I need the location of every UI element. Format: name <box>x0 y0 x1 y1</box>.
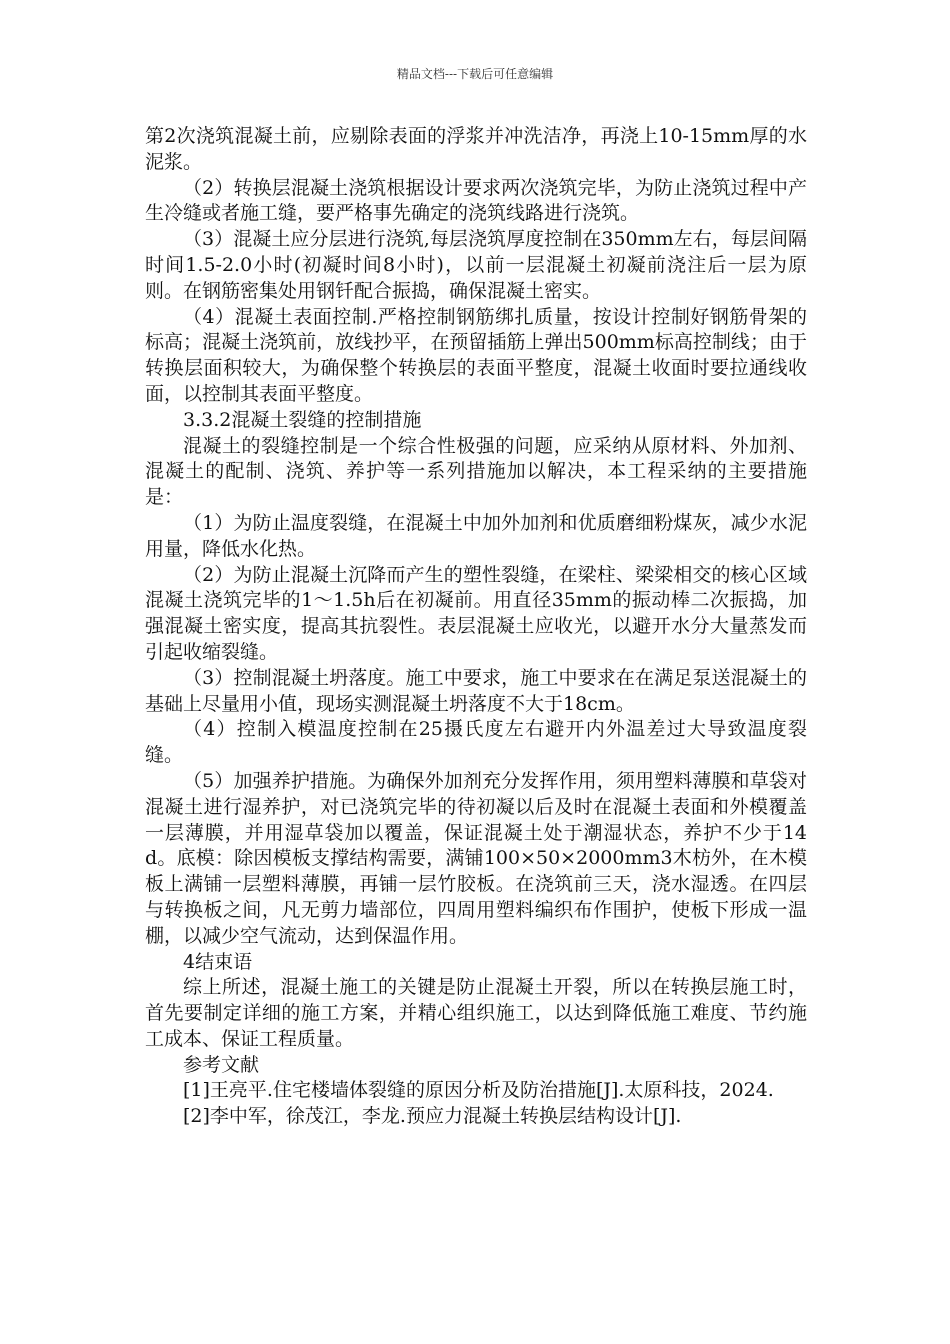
paragraph: （5）加强养护措施。为确保外加剂充分发挥作用，须用塑料薄膜和草袋对混凝土进行湿养护，对已浇筑完毕的待初凝以后及时在混凝土表面和外模覆盖一层薄膜，并用湿草袋加以覆盖，保证混凝土处于潮湿状态，养护不少于14d。底模：除因模板支撑结构需要，满铺100×50×2000mm3木枋外，在木模板上满铺一层塑料薄膜，再铺一层竹胶板。在浇筑前三天，浇水湿透。在四层与转换板之间，凡无剪力墙部位，四周用塑料编织布作围护，使板下形成一温棚，以减少空气流动，达到保温作用。 <box>145 769 807 947</box>
reference-item: [1]王亮平.住宅楼墙体裂缝的原因分析及防治措施[J].太原科技，2024. <box>183 1079 774 1102</box>
paragraph: （1）为防止温度裂缝，在混凝土中加外加剂和优质磨细粉煤灰，减少水泥用量，降低水化热。 <box>145 511 807 560</box>
paragraph: （4）控制入模温度控制在25摄氏度左右避开内外温差过大导致温度裂缝。 <box>145 718 807 767</box>
document-body <box>145 124 807 1130</box>
page-header: 精品文档---下载后可任意编辑 <box>396 67 554 81</box>
section-heading: 4结束语 <box>183 950 253 973</box>
paragraph: （3）控制混凝土坍落度。施工中要求，施工中要求在在满足泵送混凝土的基础上尽量用小值，现场实测混凝土坍落度不大于18cm。 <box>145 666 807 715</box>
paragraph: 混凝土的裂缝控制是一个综合性极强的问题，应采纳从原材料、外加剂、混凝土的配制、浇筑、养护等一系列措施加以解决，本工程采纳的主要措施是： <box>145 434 807 509</box>
paragraph: （3）混凝土应分层进行浇筑,每层浇筑厚度控制在350mm左右，每层间隔时间1.5-2.0小时(初凝时间8小时)，以前一层混凝土初凝前浇注后一层为原则。在钢筋密集处用钢钎配合振捣，确保混凝土密实。 <box>145 228 807 302</box>
paragraph: （4）混凝土表面控制.严格控制钢筋绑扎质量，按设计控制好钢筋骨架的标高；混凝土浇筑前，放线抄平，在预留插筋上弹出500mm标高控制线；由于转换层面积较大，为确保整个转换层的表面平整度，混凝土收面时要拉通线收面，以控制其表面平整度。 <box>145 305 807 405</box>
paragraph: （2）为防止混凝土沉降而产生的塑性裂缝，在梁柱、梁梁相交的核心区域混凝土浇筑完毕的1～1.5h后在初凝前。用直径35mm的振动棒二次振捣，加强混凝土密实度，提高其抗裂性。表层混凝土应收光，以避开水分大量蒸发而引起收缩裂缝。 <box>145 563 807 663</box>
reference-item: [2]李中军，徐茂江，李龙.预应力混凝土转换层结构设计[J]. <box>183 1105 682 1128</box>
section-heading: 3.3.2混凝土裂缝的控制措施 <box>183 408 422 431</box>
references-heading: 参考文献 <box>183 1053 260 1076</box>
paragraph: 综上所述，混凝土施工的关键是防止混凝土开裂，所以在转换层施工时，首先要制定详细的施工方案，并精心组织施工，以达到降低施工难度、节约施工成本、保证工程质量。 <box>145 976 807 1050</box>
paragraph: 第2次浇筑混凝土前，应剔除表面的浮浆并冲洗洁净，再浇上10-15mm厚的水泥浆。 <box>145 125 807 173</box>
paragraph: （2）转换层混凝土浇筑根据设计要求两次浇筑完毕，为防止浇筑过程中产生冷缝或者施工缝，要严格事先确定的浇筑线路进行浇筑。 <box>145 176 807 225</box>
